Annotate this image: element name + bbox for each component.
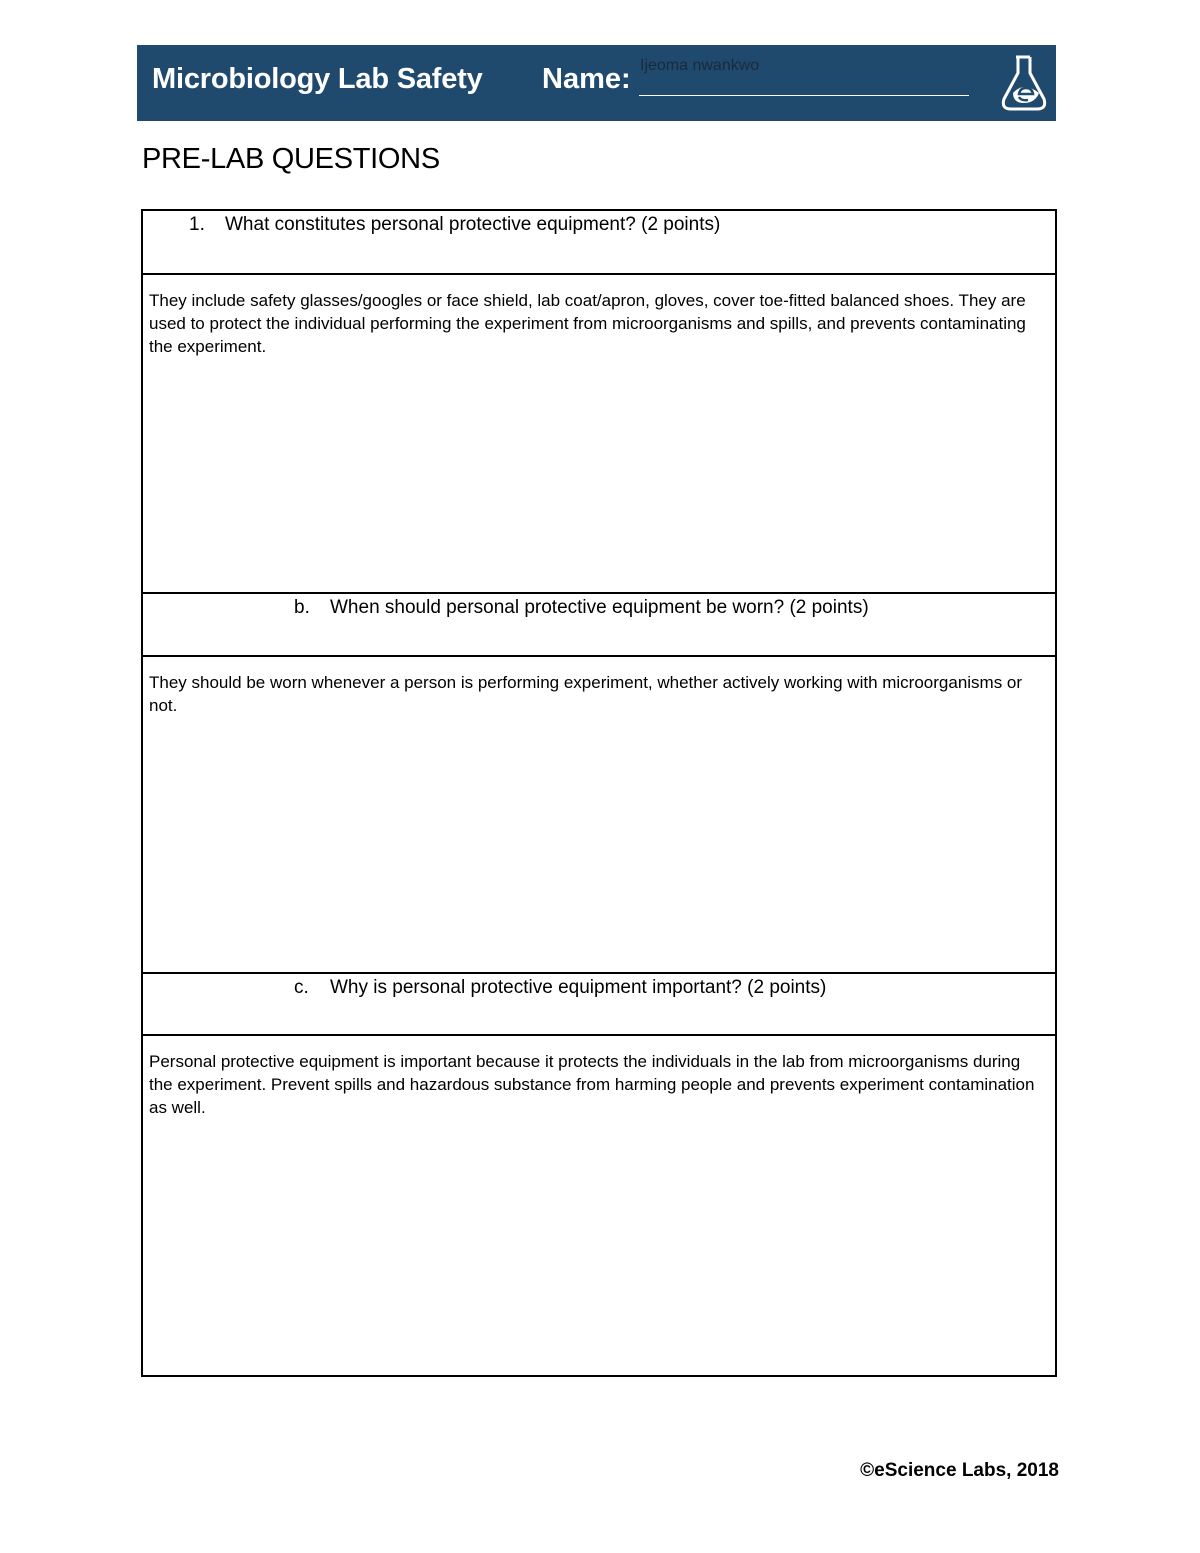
question-row [143, 211, 1055, 273]
answer-text[interactable]: Personal protective equipment is important because it protects the individuals in the lab from microorganisms during the experiment. Prevent spills and hazardous substance from harming people and prevents experiment contamination as well. [149, 1052, 1035, 1117]
document-title: Microbiology Lab Safety [152, 63, 483, 95]
questions-table [141, 209, 1057, 1377]
question-number: c. [294, 977, 309, 998]
answer-text[interactable]: They include safety glasses/googles or face shield, lab coat/apron, gloves, cover toe-fitted balanced shoes. They are used to protect the individual performing the experiment from microorganisms and spills, and prevents contaminating the experiment. [149, 291, 1026, 356]
copyright-footer: ©eScience Labs, 2018 [860, 1460, 1059, 1481]
question-text [294, 977, 826, 999]
answer-text[interactable]: They should be worn whenever a person is performing experiment, whether actively working with microorganisms or not. [149, 673, 1023, 715]
section-heading: PRE-LAB QUESTIONS [142, 143, 440, 175]
name-field[interactable]: Ijeoma nwankwo [640, 57, 760, 74]
question-row [143, 972, 1055, 1034]
answer-row [143, 655, 1055, 972]
question-label: Why is personal protective equipment important? (2 points) [330, 977, 827, 998]
escience-flask-logo-icon [999, 53, 1049, 113]
name-underline [639, 95, 969, 96]
question-text [189, 214, 720, 236]
question-number: 1. [189, 214, 205, 235]
question-text [294, 597, 869, 619]
document-header [137, 45, 1056, 121]
question-number: b. [294, 597, 310, 618]
name-label: Name: [542, 63, 631, 95]
question-row [143, 592, 1055, 655]
answer-row [143, 1034, 1055, 1375]
question-label: When should personal protective equipment be worn? (2 points) [330, 597, 869, 618]
question-label: What constitutes personal protective equipment? (2 points) [225, 214, 721, 235]
answer-row [143, 273, 1055, 592]
